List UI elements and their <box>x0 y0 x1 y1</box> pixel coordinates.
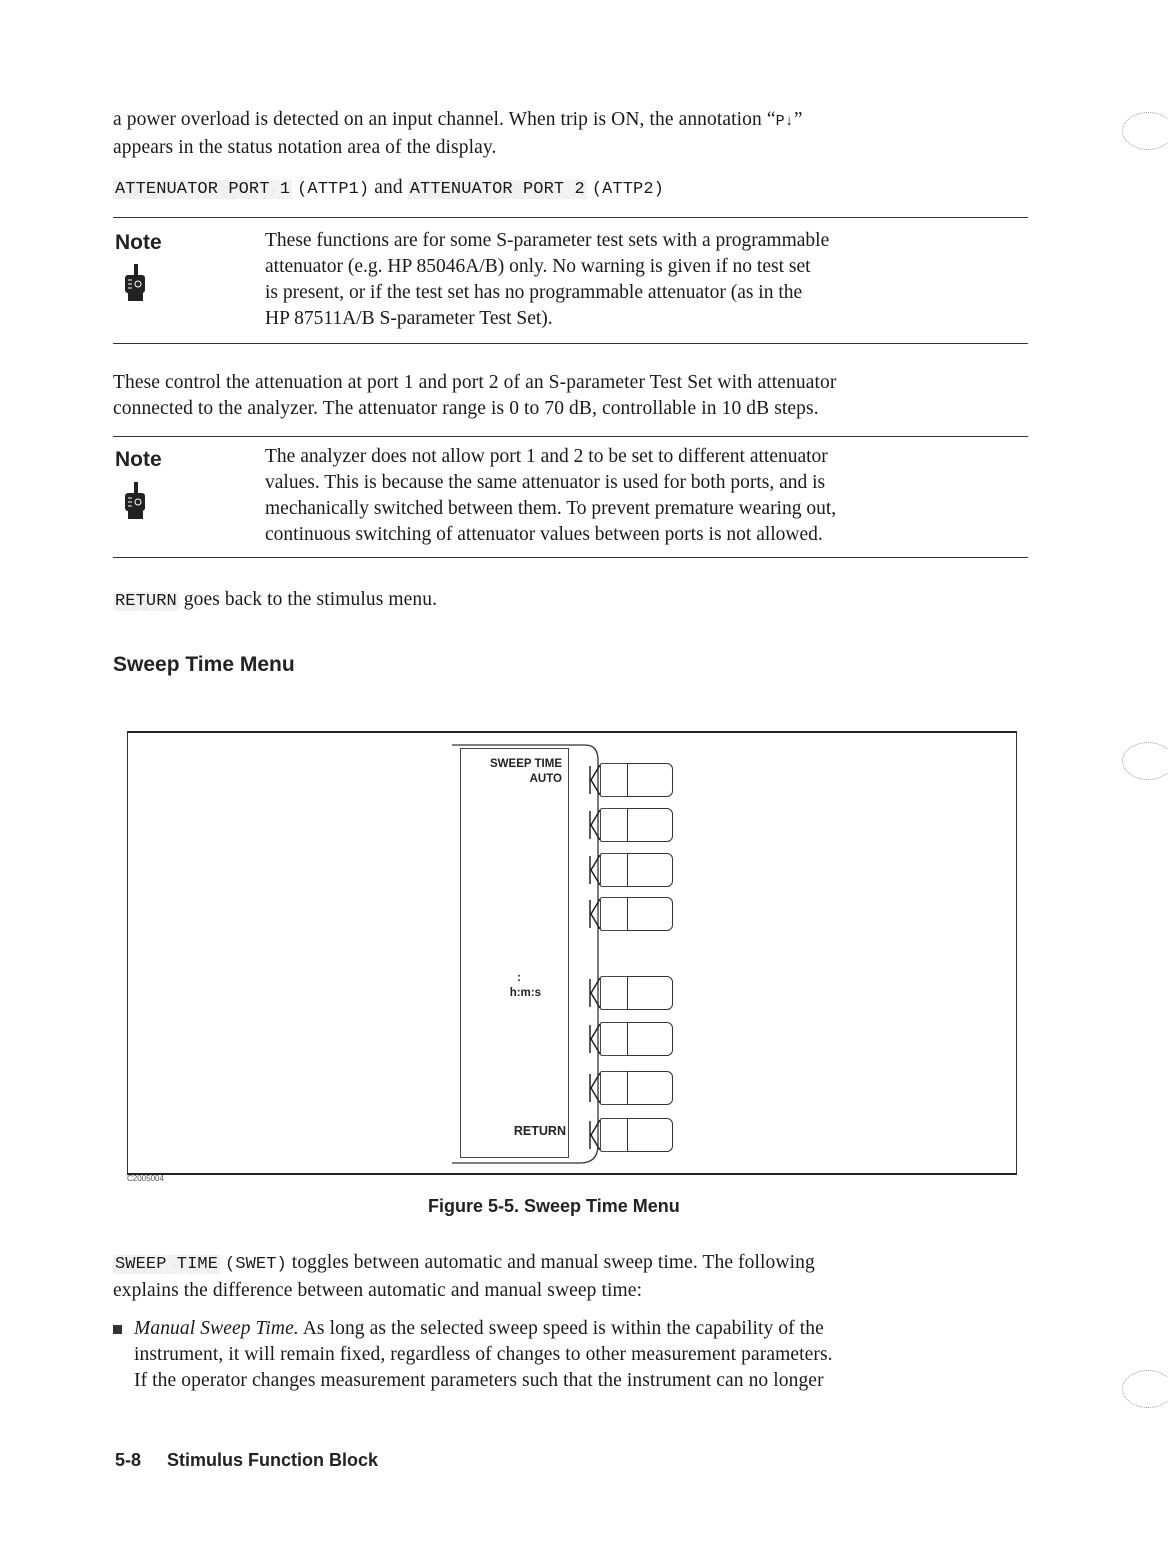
note1-label: Note <box>115 231 162 254</box>
return-key: RETURN <box>115 592 177 611</box>
binder-hole-mark <box>1122 112 1174 150</box>
softkey-5[interactable] <box>588 976 674 1010</box>
note2-label: Note <box>115 448 162 471</box>
softkey-6[interactable] <box>588 1022 674 1056</box>
note1-bottom-rule <box>113 343 1028 344</box>
bullet-manual-sweep-time: Manual Sweep Time. As long as the selected sweep speed is within the capability of the instrument, it will remain fixed, regardless of changes to other measurement parameters. If the operator changes measurement parameters such that the instrument can no longer <box>113 1316 1013 1394</box>
softkey-8-return[interactable] <box>588 1118 674 1152</box>
softkey-label-panel <box>460 748 569 1158</box>
attenuator-port-1-key: ATTENUATOR PORT 1 <box>115 180 291 199</box>
note2-bottom-rule <box>113 557 1028 558</box>
intro-line-2: appears in the status notation area of the display. <box>113 137 497 158</box>
intro-line-1: a power overload is detected on an input channel. When trip is ON, the annotation “P↓” <box>113 109 803 130</box>
page-number: 5-8 <box>115 1450 142 1470</box>
attp1-code: (ATTP1) <box>297 180 370 199</box>
bullet-title: Manual Sweep Time. <box>134 1318 299 1339</box>
label-colon: : <box>517 972 521 984</box>
figure-caption: Figure 5-5. Sweep Time Menu <box>428 1196 680 1216</box>
label-hms: h:m:s <box>509 987 541 999</box>
return-paragraph: RETURN goes back to the stimulus menu. <box>115 589 438 611</box>
bullet-icon <box>113 1325 122 1334</box>
section-heading: Sweep Time Menu <box>113 653 295 676</box>
intro-paragraph <box>113 107 1013 161</box>
note1-top-rule <box>113 217 1028 218</box>
label-return: RETURN <box>513 1124 566 1138</box>
softkey-3[interactable] <box>588 853 674 887</box>
softkey-4[interactable] <box>588 897 674 931</box>
softkey-2[interactable] <box>588 808 674 842</box>
sweep-time-key: SWEEP TIME <box>115 1255 219 1274</box>
softkey-1[interactable] <box>588 763 674 797</box>
page-footer <box>115 1450 378 1471</box>
note2-text: The analyzer does not allow port 1 and 2 to be set to different attenuator values. This is because the same attenuator is used for both ports, and is mechanically switched between them. To prevent premature wearing out, continuous switching of attenuator values between ports is not allowed. <box>265 446 837 545</box>
attenuator-port-2-key: ATTENUATOR PORT 2 <box>409 180 585 199</box>
label-sweep-time: SWEEP TIME AUTO <box>490 758 562 785</box>
attenuator-function-heading: ATTENUATOR PORT 1 (ATTP1) and ATTENUATOR PORT 2 (ATTP2) <box>115 177 664 199</box>
figure-id: C2005004 <box>127 1174 164 1183</box>
attenuator-paragraph: These control the attenuation at port 1 and port 2 of an S-parameter Test Set with attenuator connected to the analyzer. The attenuator range is 0 to 70 dB, controllable in 10 dB steps. <box>113 372 837 419</box>
softkey-7[interactable] <box>588 1071 674 1105</box>
pointing-hand-icon <box>120 263 150 303</box>
binder-hole-mark <box>1122 1370 1174 1408</box>
footer-section: Stimulus Function Block <box>167 1450 379 1470</box>
binder-hole-mark <box>1122 742 1174 780</box>
pointing-hand-icon <box>120 481 150 521</box>
sweep-time-paragraph: SWEEP TIME (SWET) toggles between automatic and manual sweep time. The following explains the difference between automatic and manual sweep time: <box>113 1252 815 1301</box>
annotation-symbol: P↓ <box>775 113 794 130</box>
attp2-code: (ATTP2) <box>591 180 664 199</box>
note1-text: These functions are for some S-parameter test sets with a programmable attenuator (e.g. HP 85046A/B) only. No warning is given if no test set is present, or if the test set has no programmable attenuator (as in the HP 87511A/B S-parameter Test Set). <box>265 230 830 329</box>
note2-top-rule <box>113 436 1028 437</box>
swet-code: (SWET) <box>225 1255 287 1274</box>
